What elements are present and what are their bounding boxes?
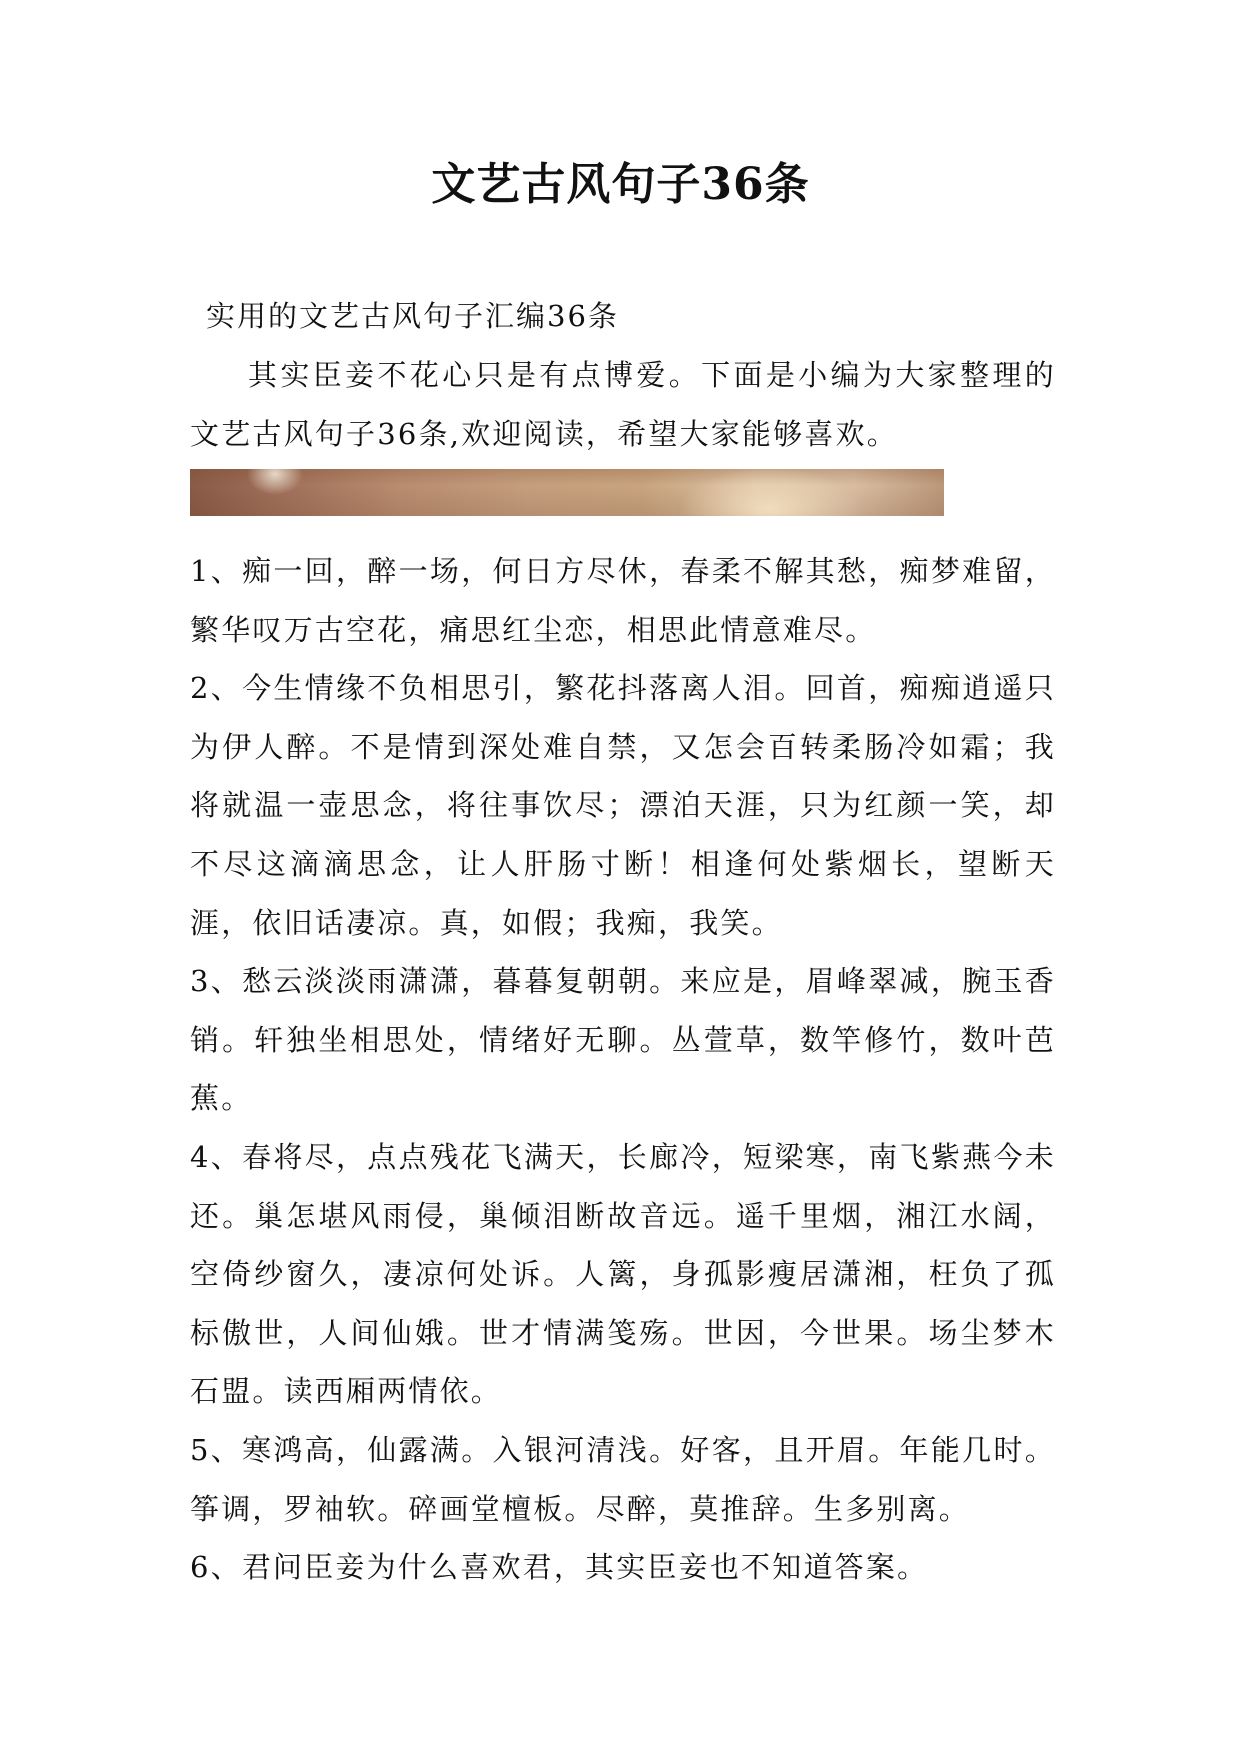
sentence-list (190, 542, 1056, 1597)
list-item: 5、寒鸿高，仙露满。入银河清浅。好客，且开眉。年能几时。筝调，罗袖软。碎画堂檀板。尽醉，莫推辞。生多别离。 (190, 1432, 1056, 1526)
list-item: 6、君问臣妾为什么喜欢君，其实臣妾也不知道答案。 (190, 1550, 929, 1585)
document-body (190, 286, 1056, 1597)
list-item: 3、愁云淡淡雨潇潇，暮暮复朝朝。来应是，眉峰翠减，腕玉香销。轩独坐相思处，情绪好无聊。丛萱草，数竿修竹，数叶芭蕉。 (190, 964, 1056, 1116)
intro-paragraph: 其实臣妾不花心只是有点博爱。下面是小编为大家整理的文艺古风句子36条,欢迎阅读，希望大家能够喜欢。 (190, 358, 1056, 451)
decorative-banner-image (190, 469, 944, 516)
document-subtitle: 实用的文艺古风句子汇编36条 (206, 299, 619, 333)
list-item: 2、今生情缘不负相思引，繁花抖落离人泪。回首，痴痴逍遥只为伊人醉。不是情到深处难自禁，又怎会百转柔肠冷如霜；我将就温一壶思念，将往事饮尽；漂泊天涯，只为红颜一笑，却不尽这滴滴思念，让人肝肠寸断！相逢何处紫烟长，望断天涯，依旧话凄凉。真，如假；我痴，我笑。 (190, 671, 1056, 940)
list-item: 1、痴一回，醉一场，何日方尽休，春柔不解其愁，痴梦难留，繁华叹万古空花，痛思红尘恋，相思此情意难尽。 (190, 554, 1056, 647)
list-item: 4、春将尽，点点残花飞满天，长廊冷，短梁寒，南飞紫燕今未还。巢怎堪风雨侵，巢倾泪断故音远。遥千里烟，湘江水阔，空倚纱窗久，凄凉何处诉。人篱，身孤影瘦居潇湘，枉负了孤标傲世，人间仙娥。世才情满笺殇。世因，今世果。场尘梦木石盟。读西厢两情依。 (190, 1139, 1056, 1409)
document-title: 文艺古风句子36条 (431, 159, 810, 210)
